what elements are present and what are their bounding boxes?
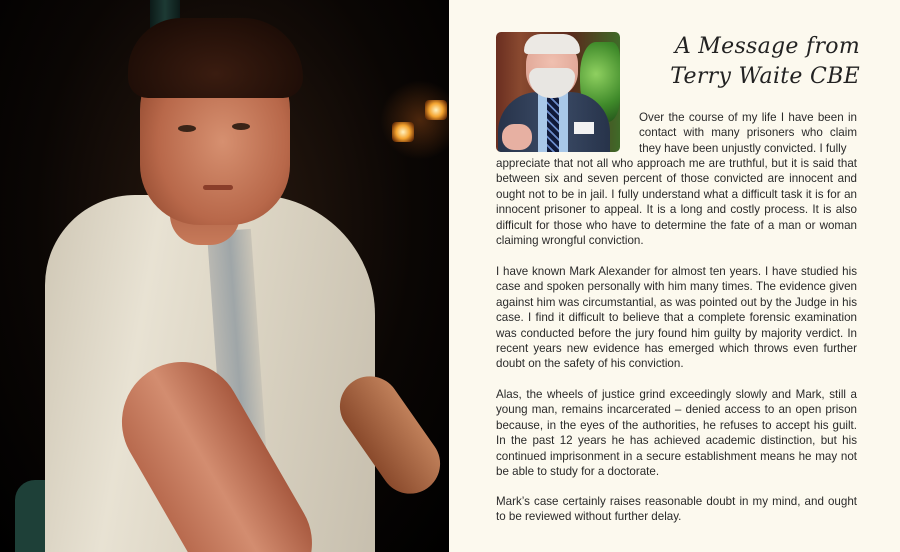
hand [502,124,532,150]
eye [232,123,250,130]
paragraph-1-start: Over the course of my life I have been in contact with many prisoners who claim they have been unjustly convicted. I fully [639,111,857,155]
lamp-glow [380,80,449,160]
hair [128,18,303,98]
eye [178,125,196,132]
paragraph-1-wrapped [639,110,857,156]
paragraph-3 [496,387,857,479]
paragraph-1-continued [496,156,857,248]
tie [547,94,559,152]
street-lamp [392,122,414,142]
paragraph-2 [496,264,857,372]
street-lamp [425,100,447,120]
title-line-1: A Message from [674,34,860,59]
terry-waite-portrait [496,32,620,152]
hair [524,34,580,54]
paragraph-4 [496,494,857,525]
name-badge [574,122,594,134]
paragraph-4-text: Mark’s case certainly raises reasonable doubt in my mind, and ought to be reviewed without further delay. [496,495,857,524]
paragraph-3-text: Alas, the wheels of justice grind exceedingly slowly and Mark, still a young man, remains incarcerated – denied access to an open prison because, in the eyes of the authorities, he refuses to accept his guilt. In the past 12 years he has achieved academic distinction, but his continued imprisonment in a secure establishment means he may not be able to study for a doctorate. [496,388,857,479]
mouth [203,185,233,190]
paragraph-1-rest: appreciate that not all who approach me are truthful, but it is said that between six and seven percent of those convicted are innocent and ought not to be in jail. I fully understand what a difficult task it is for an innocent prisoner to appeal. It is a long and costly process. It is also difficult for those who have to determine the fate of a man or woman claiming wrongful conviction. [496,157,857,248]
paragraph-2-text: I have known Mark Alexander for almost ten years. I have studied his case and spoken personally with him many times. The evidence given against him was circumstantial, as was pointed out by the Judge in his case. I find it difficult to believe that a complete forensic examination was conducted before the jury found him guilty by majority verdict. In recent years new evidence has emerged which throws even further doubt on the safety of his conviction. [496,265,857,371]
message-panel [449,0,900,552]
mark-alexander-photo [0,0,449,552]
page-title [670,32,860,92]
title-line-2: Terry Waite CBE [670,64,860,89]
